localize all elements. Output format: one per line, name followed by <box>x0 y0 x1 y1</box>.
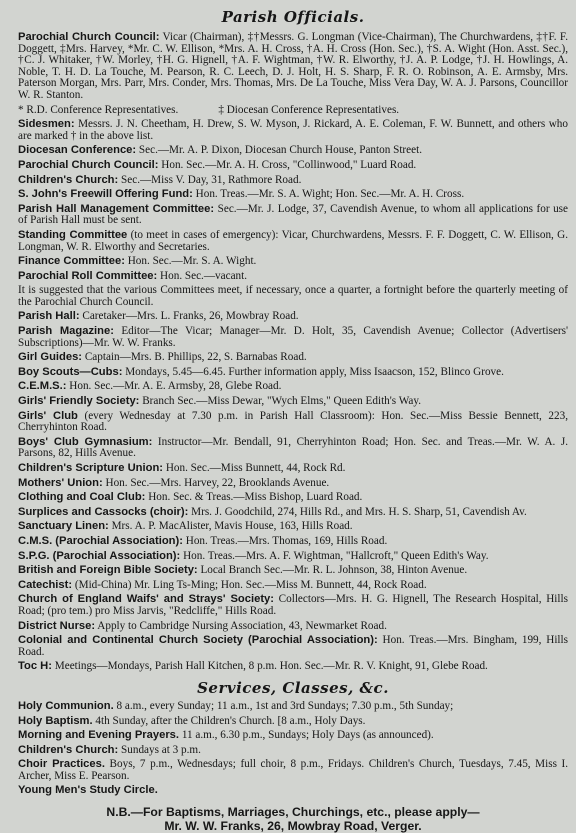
footer-note <box>18 805 568 833</box>
entry-label: Parochial Church Council: <box>18 31 160 43</box>
entry-label: Holy Communion. <box>18 699 114 712</box>
organisation-entry <box>18 326 568 349</box>
entry-label: Girls' Friendly Society: <box>18 395 140 408</box>
rd-note: * R.D. Conference Representatives. <box>18 103 179 116</box>
entry-label: Catechist: <box>18 578 73 591</box>
entry-text: Mrs. A. P. MacAlister, Mavis House, 163, Hills Road. <box>111 520 353 533</box>
committee-entry <box>18 256 568 268</box>
committee-note: It is suggested that the various Committees meet, if necessary, once a quarter, a fortnight before the quarterly meeting of the Parochial Church Council. <box>18 284 568 308</box>
committee-entry <box>18 189 568 201</box>
representatives-note <box>18 105 568 117</box>
service-entry <box>18 730 568 742</box>
footer-line-1: N.B.—For Baptisms, Marriages, Churchings, etc., please apply— <box>106 805 480 820</box>
entries-section <box>18 119 568 282</box>
entry-label: Finance Committee: <box>18 255 125 268</box>
entry-label: Young Men's Study Circle. <box>18 784 158 797</box>
service-entry <box>18 701 568 713</box>
entry-text: 4th Sunday, after the Children's Church. [8 a.m., Holy Days. <box>95 714 366 727</box>
organisation-entry <box>18 565 568 577</box>
entry-label: Children's Church: <box>18 173 119 186</box>
entry-text: Sec.—Mr. J. Lodge, 37, Cavendish Avenue, to whom all applications for use of Parish Hall must be sent. <box>18 202 568 227</box>
entry-text: (Mid-China) Mr. Ling Ts-Ming; Hon. Sec.—Miss M. Bunnett, 44, Rock Road. <box>74 578 427 591</box>
entry-label: Parochial Roll Committee: <box>18 269 158 282</box>
organisation-entry <box>18 311 568 323</box>
committee-entry <box>18 160 568 172</box>
organisation-entry <box>18 521 568 533</box>
entry-text: Hon. Sec.—Mr. A. H. Cross, "Collinwood," Luard Road. <box>161 158 417 171</box>
page-title: Parish Officials. <box>221 8 365 26</box>
entry-label: Colonial and Continental Church Society (Parochial Association): <box>18 634 378 647</box>
entry-text: (every Wednesday at 7.30 p.m. in Parish Hall Classroom): Hon. Sec.—Miss Bessie Bennett, 223, Cherryhinton Road. <box>18 409 569 434</box>
committee-entry <box>18 175 568 187</box>
entry-label: S. John's Freewill Offering Fund: <box>18 188 193 201</box>
committee-entry <box>18 230 568 253</box>
entry-label: Boy Scouts—Cubs: <box>18 365 123 378</box>
services-title: Services, Classes, &c. <box>197 678 389 697</box>
entry-text: Hon. Sec.—vacant. <box>160 269 248 282</box>
entry-text: Branch Sec.—Miss Dewar, "Wych Elms," Queen Edith's Way. <box>142 395 422 408</box>
organisation-entry <box>18 580 568 592</box>
entry-label: British and Foreign Bible Society: <box>18 564 198 577</box>
entry-label: Girls' Club <box>18 409 78 422</box>
entry-text: Hon. Sec. & Treas.—Miss Bishop, Luard Road. <box>148 491 363 504</box>
entry-label: Clothing and Coal Club: <box>18 491 146 504</box>
organisation-entry <box>18 536 568 548</box>
entry-label: Choir Practices. <box>18 758 105 771</box>
entry-label: Children's Church: <box>18 743 119 756</box>
entry-label: Church of England Waifs' and Strays' Society: <box>18 593 274 606</box>
service-entry <box>18 745 568 757</box>
entry-text: Caretaker—Mrs. L. Franks, 26, Mowbray Road. <box>82 310 299 323</box>
committee-entry <box>18 119 568 142</box>
organisation-entry <box>18 621 568 633</box>
entry-label: Sanctuary Linen: <box>18 520 109 533</box>
service-entry <box>18 785 568 797</box>
entry-text: Apply to Cambridge Nursing Association, 43, Newmarket Road. <box>97 619 387 632</box>
entry-text: Hon. Treas.—Mrs. Bingham, 199, Hills Road. <box>18 634 569 658</box>
organisation-entry <box>18 411 568 434</box>
entry-text: Hon. Sec.—Mrs. Harvey, 22, Brooklands Avenue. <box>105 476 330 489</box>
organisation-entry <box>18 635 568 658</box>
service-entry <box>18 716 568 728</box>
organisation-entry <box>18 507 568 519</box>
entry-text: Hon. Treas.—Mrs. A. F. Wightman, "Hallcroft," Queen Edith's Way. <box>183 549 489 562</box>
entry-text: Meetings—Mondays, Parish Hall Kitchen, 8 p.m. Hon. Sec.—Mr. R. V. Knight, 91, Glebe Road. <box>54 660 488 673</box>
entry-label: Boys' Club Gymnasium: <box>18 435 153 448</box>
entry-text: Hon. Treas.—Mrs. Thomas, 169, Hills Road. <box>185 534 388 547</box>
committee-entry <box>18 204 568 227</box>
committee-entry <box>18 271 568 283</box>
entry-text: Mondays, 5.45—6.45. Further information apply, Miss Isaacson, 152, Blinco Grove. <box>125 365 504 378</box>
entry-label: District Nurse: <box>18 619 96 632</box>
entry-text: Hon. Sec.—Miss Bunnett, 44, Rock Rd. <box>165 462 346 474</box>
entry-label: Holy Baptism. <box>18 714 93 727</box>
entry-label: Surplices and Cassocks (choir): <box>18 505 189 518</box>
organisation-entry <box>18 478 568 490</box>
organisation-entry <box>18 381 568 393</box>
entry-label: Parochial Church Council: <box>18 158 159 171</box>
entry-label: Toc H: <box>18 660 52 673</box>
entry-text: Hon. Treas.—Mr. S. A. Wight; Hon. Sec.—Mr. A. H. Cross. <box>195 188 465 201</box>
entry-text: (to meet in cases of emergency): Vicar, Churchwardens, Messrs. F. F. Doggett, C. W. Ellison, G. Longman, W. R. Elworthy and Secretaries. <box>18 228 568 253</box>
committee-entry <box>18 145 568 157</box>
entry-text: Mrs. J. Goodchild, 274, Hills Rd., and Mrs. H. S. Sharp, 51, Cavendish Av. <box>191 505 527 518</box>
entry-label: Children's Scripture Union: <box>18 462 164 474</box>
organisation-entry <box>18 594 568 617</box>
entry-label: Mothers' Union: <box>18 476 103 489</box>
diocesan-note: ‡ Diocesan Conference Representatives. <box>218 103 400 116</box>
entry-text: Vicar (Chairman), ‡†Messrs. G. Longman (Vice-Chairman), The Churchwardens, ‡†F. F. Doggett, ‡Mrs. Harvey, *Mr. C. W. Ellison, *Mrs. A. H. Cross, †A. H. Cross (Hon. Sec.), †S. A. Wight (Hon. Asst. Sec.), †C. J. Whitaker, †W. Morley, †H. G. Hignell, †A. F. Wightman, †W. R. Elworthy, †J. A. P. Lodge, †J. H. Howlings, A. Noble, T. H. D. La Touche, M. Pearson, R. C. Leech, D. J. Holt, H. S. Sharp, F. R. O. Robinson, A. E. Armsby, Mrs. Paterson Morgan, Mrs. Parr, Mrs. Conder, Mrs. Thomas, Mrs. De La Touche, Miss Vera Day, W. A. J. Parsons, Councillor W. R. Stanton. <box>18 31 568 101</box>
entry-text: Sec.—Mr. A. P. Dixon, Diocesan Church House, Panton Street. <box>138 144 422 157</box>
entry-text: Messrs. J. N. Cheetham, H. Drew, S. W. Myson, J. Rickard, A. E. Coleman, F. W. Bunnett, and others who are marked † in the above list. <box>18 118 568 142</box>
officials-section <box>18 32 568 102</box>
entry-label: Girl Guides: <box>18 351 83 364</box>
organisation-entry <box>18 396 568 408</box>
entry-label: Standing Committee <box>18 228 128 241</box>
entry-text: Hon. Sec.—Mr. S. A. Wight. <box>127 255 257 268</box>
organisation-entry <box>18 551 568 563</box>
organisation-entry <box>18 492 568 504</box>
organisation-entry <box>18 437 568 460</box>
entry-text: Collectors—Mrs. H. G. Hignell, The Research Hospital, Hills Road; (pro tem.) pro Miss Jarvis, "Redcliffe," Hills Road. <box>18 593 568 617</box>
entry-label: Parish Hall Management Committee: <box>18 202 215 215</box>
entry-label: Morning and Evening Prayers. <box>18 729 180 742</box>
entry-text: Hon. Sec.—Mr. A. E. Armsby, 28, Glebe Road. <box>69 380 282 393</box>
entry-text: Instructor—Mr. Bendall, 91, Cherryhinton Road; Hon. Sec. and Treas.—Mr. W. A. J. Parsons, 82, Hills Avenue. <box>18 435 569 460</box>
organisation-entry <box>18 661 568 673</box>
entry-text: Boys, 7 p.m., Wednesdays; full choir, 8 p.m., Fridays. Children's Church, Tuesdays, 7.45, Miss I. Archer, Miss E. Pearson. <box>18 758 569 782</box>
entry-text: 11 a.m., 6.30 p.m., Sundays; Holy Days (as announced). <box>181 729 434 742</box>
entry-text: Local Branch Sec.—Mr. R. L. Johnson, 38, Hinton Avenue. <box>200 564 468 577</box>
entry-label: Parish Magazine: <box>18 325 114 338</box>
organisation-entry <box>18 367 568 379</box>
organisation-entry <box>18 463 568 475</box>
entry-text: Editor—The Vicar; Manager—Mr. D. Holt, 35, Cavendish Avenue; Collector (Advertisers' Subscriptions)—Mr. W. W. Franks. <box>18 325 569 349</box>
entry-text: Sec.—Miss V. Day, 31, Rathmore Road. <box>121 173 302 186</box>
entry-text: 8 a.m., every Sunday; 11 a.m., 1st and 3rd Sundays; 7.30 p.m., 5th Sunday; <box>116 699 454 712</box>
entry-text: Sundays at 3 p.m. <box>121 743 201 756</box>
organisations-section <box>18 311 568 672</box>
official-entry <box>18 32 568 102</box>
entry-label: Diocesan Conference: <box>18 144 137 157</box>
entry-label: C.E.M.S.: <box>18 380 67 393</box>
footer-line-2: Mr. W. W. Franks, 26, Mowbray Road, Verger. <box>164 819 422 833</box>
entry-label: C.M.S. (Parochial Association): <box>18 534 183 547</box>
entry-text: Captain—Mrs. B. Phillips, 22, S. Barnabas Road. <box>84 351 307 364</box>
entry-label: Parish Hall: <box>18 310 80 323</box>
services-section <box>18 701 568 797</box>
entry-label: Sidesmen: <box>18 118 75 131</box>
entry-label: S.P.G. (Parochial Association): <box>18 549 181 562</box>
organisation-entry <box>18 352 568 364</box>
